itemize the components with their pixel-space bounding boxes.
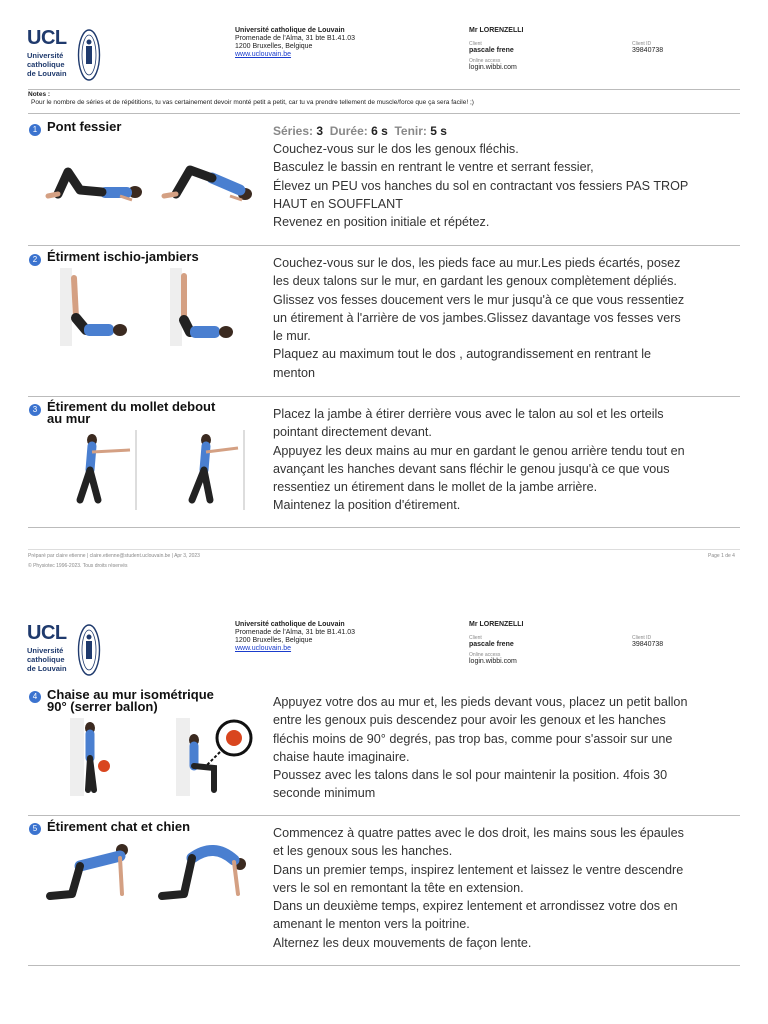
cat-cow-end-image [152,838,257,910]
exercise-description: Appuyez votre dos au mur et, les pieds devant vous, placez un petit ballon entre les genoux puis descendez pour avoir les genoux et les hanches fléchis moins de 90° degrés, pas trop bas, comme pour s'assoir sur une chaise haute imaginaire. Poussez avec les talons dans le sol pour maintenir la position. 4fois 30 seconde minimum [273,695,688,801]
client-id-value: 39840738 [632,47,664,54]
online-url[interactable]: login.wibbi.com [469,64,517,71]
exercise-description: Couchez-vous sur le dos les genoux fléchis. Basculez le bassin en rentrant le ventre et serrant fessier, Élevez un PEU vos hanches du sol en contractant vos fessiers PAS TROP HAUT en SOUFFLANT Revenez en position initiale et répétez. [273,142,689,230]
logo-ucl-text: UCL [27,27,67,49]
ucl-logo [27,28,105,86]
logo-university-text: Université catholique de Louvain [27,646,67,673]
exercise-title: Étirement du mollet debout au mur [47,399,216,426]
logo-ucl-text: UCL [27,622,67,644]
address-line2: 1200 Bruxelles, Belgique [235,637,313,644]
exercise-divider [28,245,740,246]
calf-stretch-start-image [70,430,145,510]
exercise-divider [28,396,740,397]
wall-sit-start-image [40,718,145,796]
client-id-block [632,41,663,55]
online-label: Online access [469,652,501,658]
client-block [469,27,523,72]
notes-divider [28,113,740,114]
seal-icon [77,28,101,82]
address-line1: Promenade de l'Alma, 31 bte B1.41.03 [235,35,356,42]
hamstring-stretch-start-image [40,268,145,346]
exercise-number-badge: 2 [29,254,41,266]
institution-name: Université catholique de Louvain [235,621,345,628]
exercise-title: Pont fessier [47,119,122,134]
notes-title: Notes : [28,91,51,98]
ucl-logo [27,623,105,681]
institution-block [235,27,355,59]
exercise-number-badge: 1 [29,124,41,136]
online-label: Online access [469,58,501,64]
cat-cow-start-image [40,838,145,910]
online-url[interactable]: login.wibbi.com [469,658,517,665]
exercise-number-badge: 4 [29,691,41,703]
glute-bridge-end-image [150,150,255,205]
client-id-value: 39840738 [632,641,664,648]
header-divider [28,89,740,90]
seal-icon [77,623,101,677]
client-label: Client [469,41,482,47]
calf-stretch-end-image [178,430,253,510]
glute-bridge-start-image [40,150,145,205]
exercise-params: Séries: 3 Durée: 6 s Tenir: 5 s [273,124,447,138]
client-name: pascale frene [469,47,514,54]
wall-sit-end-image [150,718,260,796]
exercise-title: Chaise au mur isométrique 90° (serrer ballon) [47,687,214,714]
exercise-title: Étirement chat et chien [47,819,191,834]
client-id-label: Client ID [632,635,652,641]
client-label: Client [469,635,482,641]
hamstring-stretch-end-image [150,268,255,346]
logo-university-text: Université catholique de Louvain [27,51,67,78]
website-link[interactable]: www.uclouvain.be [235,51,292,58]
exercise-divider [28,527,740,528]
website-link[interactable]: www.uclouvain.be [235,645,292,652]
client-name: pascale frene [469,641,514,648]
exercise-description: Couchez-vous sur le dos, les pieds face au mur.Les pieds écartés, posez les deux talons sur le mur, en gardant les genoux complètement dépliés. Glissez vos fesses doucement vers le mur jusqu'à ce que vous ressentiez un étirement à l'arrière de vos jambes.Glissez davantage vos fesses vers le mur. Plaquez au maximum tout le dos , autograndissement en rentrant le menton [273,256,685,380]
client-block [469,621,523,666]
client-id-label: Client ID [632,41,652,47]
exercise-description: Placez la jambe à étirer derrière vous avec le talon au sol et les orteils pointant directement devant. Appuyez les deux mains au mur en gardant le genou arrière tendu tout en avançant les hanches devant sans fléchir le genou jusqu'à ce que vous ressentiez un étirement dans le mollet de la jambe arrière. Maintenez la position d'étirement. [273,407,685,513]
footer-prepared: Préparé par claire etienne | claire.etienne@student.uclouvain.be | Apr 3, 2023 [28,553,200,559]
exercise-number-badge: 5 [29,823,41,835]
institution-block [235,621,355,653]
exercise-number-badge: 3 [29,404,41,416]
notes-section [28,91,740,107]
address-line1: Promenade de l'Alma, 31 bte B1.41.03 [235,629,356,636]
therapist-name: Mr LORENZELLI [469,621,524,628]
exercise-title: Étirment ischio-jambiers [47,249,199,264]
footer-page: Page 1 de 4 [708,553,735,559]
footer-copyright: © Physiotec 1996-2023. Tous droits réservés [28,563,128,569]
footer-divider [28,549,740,550]
exercise-description: Commencez à quatre pattes avec le dos droit, les mains sous les épaules et les genoux sous les hanches. Dans un premier temps, inspirez lentement et laissez le ventre descendre vers le sol en remontant la tête en extension. Dans un deuxième temps, expirez lentement et arrondissez votre dos en amenant le menton vers la poitrine. Alternez les deux mouvements de façon lente. [273,826,684,950]
therapist-name: Mr LORENZELLI [469,27,524,34]
institution-name: Université catholique de Louvain [235,27,345,34]
exercise-divider [28,965,740,966]
exercise-divider [28,815,740,816]
address-line2: 1200 Bruxelles, Belgique [235,43,313,50]
client-id-block [632,635,663,649]
notes-text: Pour le nombre de séries et de répétitions, tu vas certainement devoir monté petit a petit, car tu va prendre tellement de muscle/force que ça sera facile! ;) [31,99,474,106]
